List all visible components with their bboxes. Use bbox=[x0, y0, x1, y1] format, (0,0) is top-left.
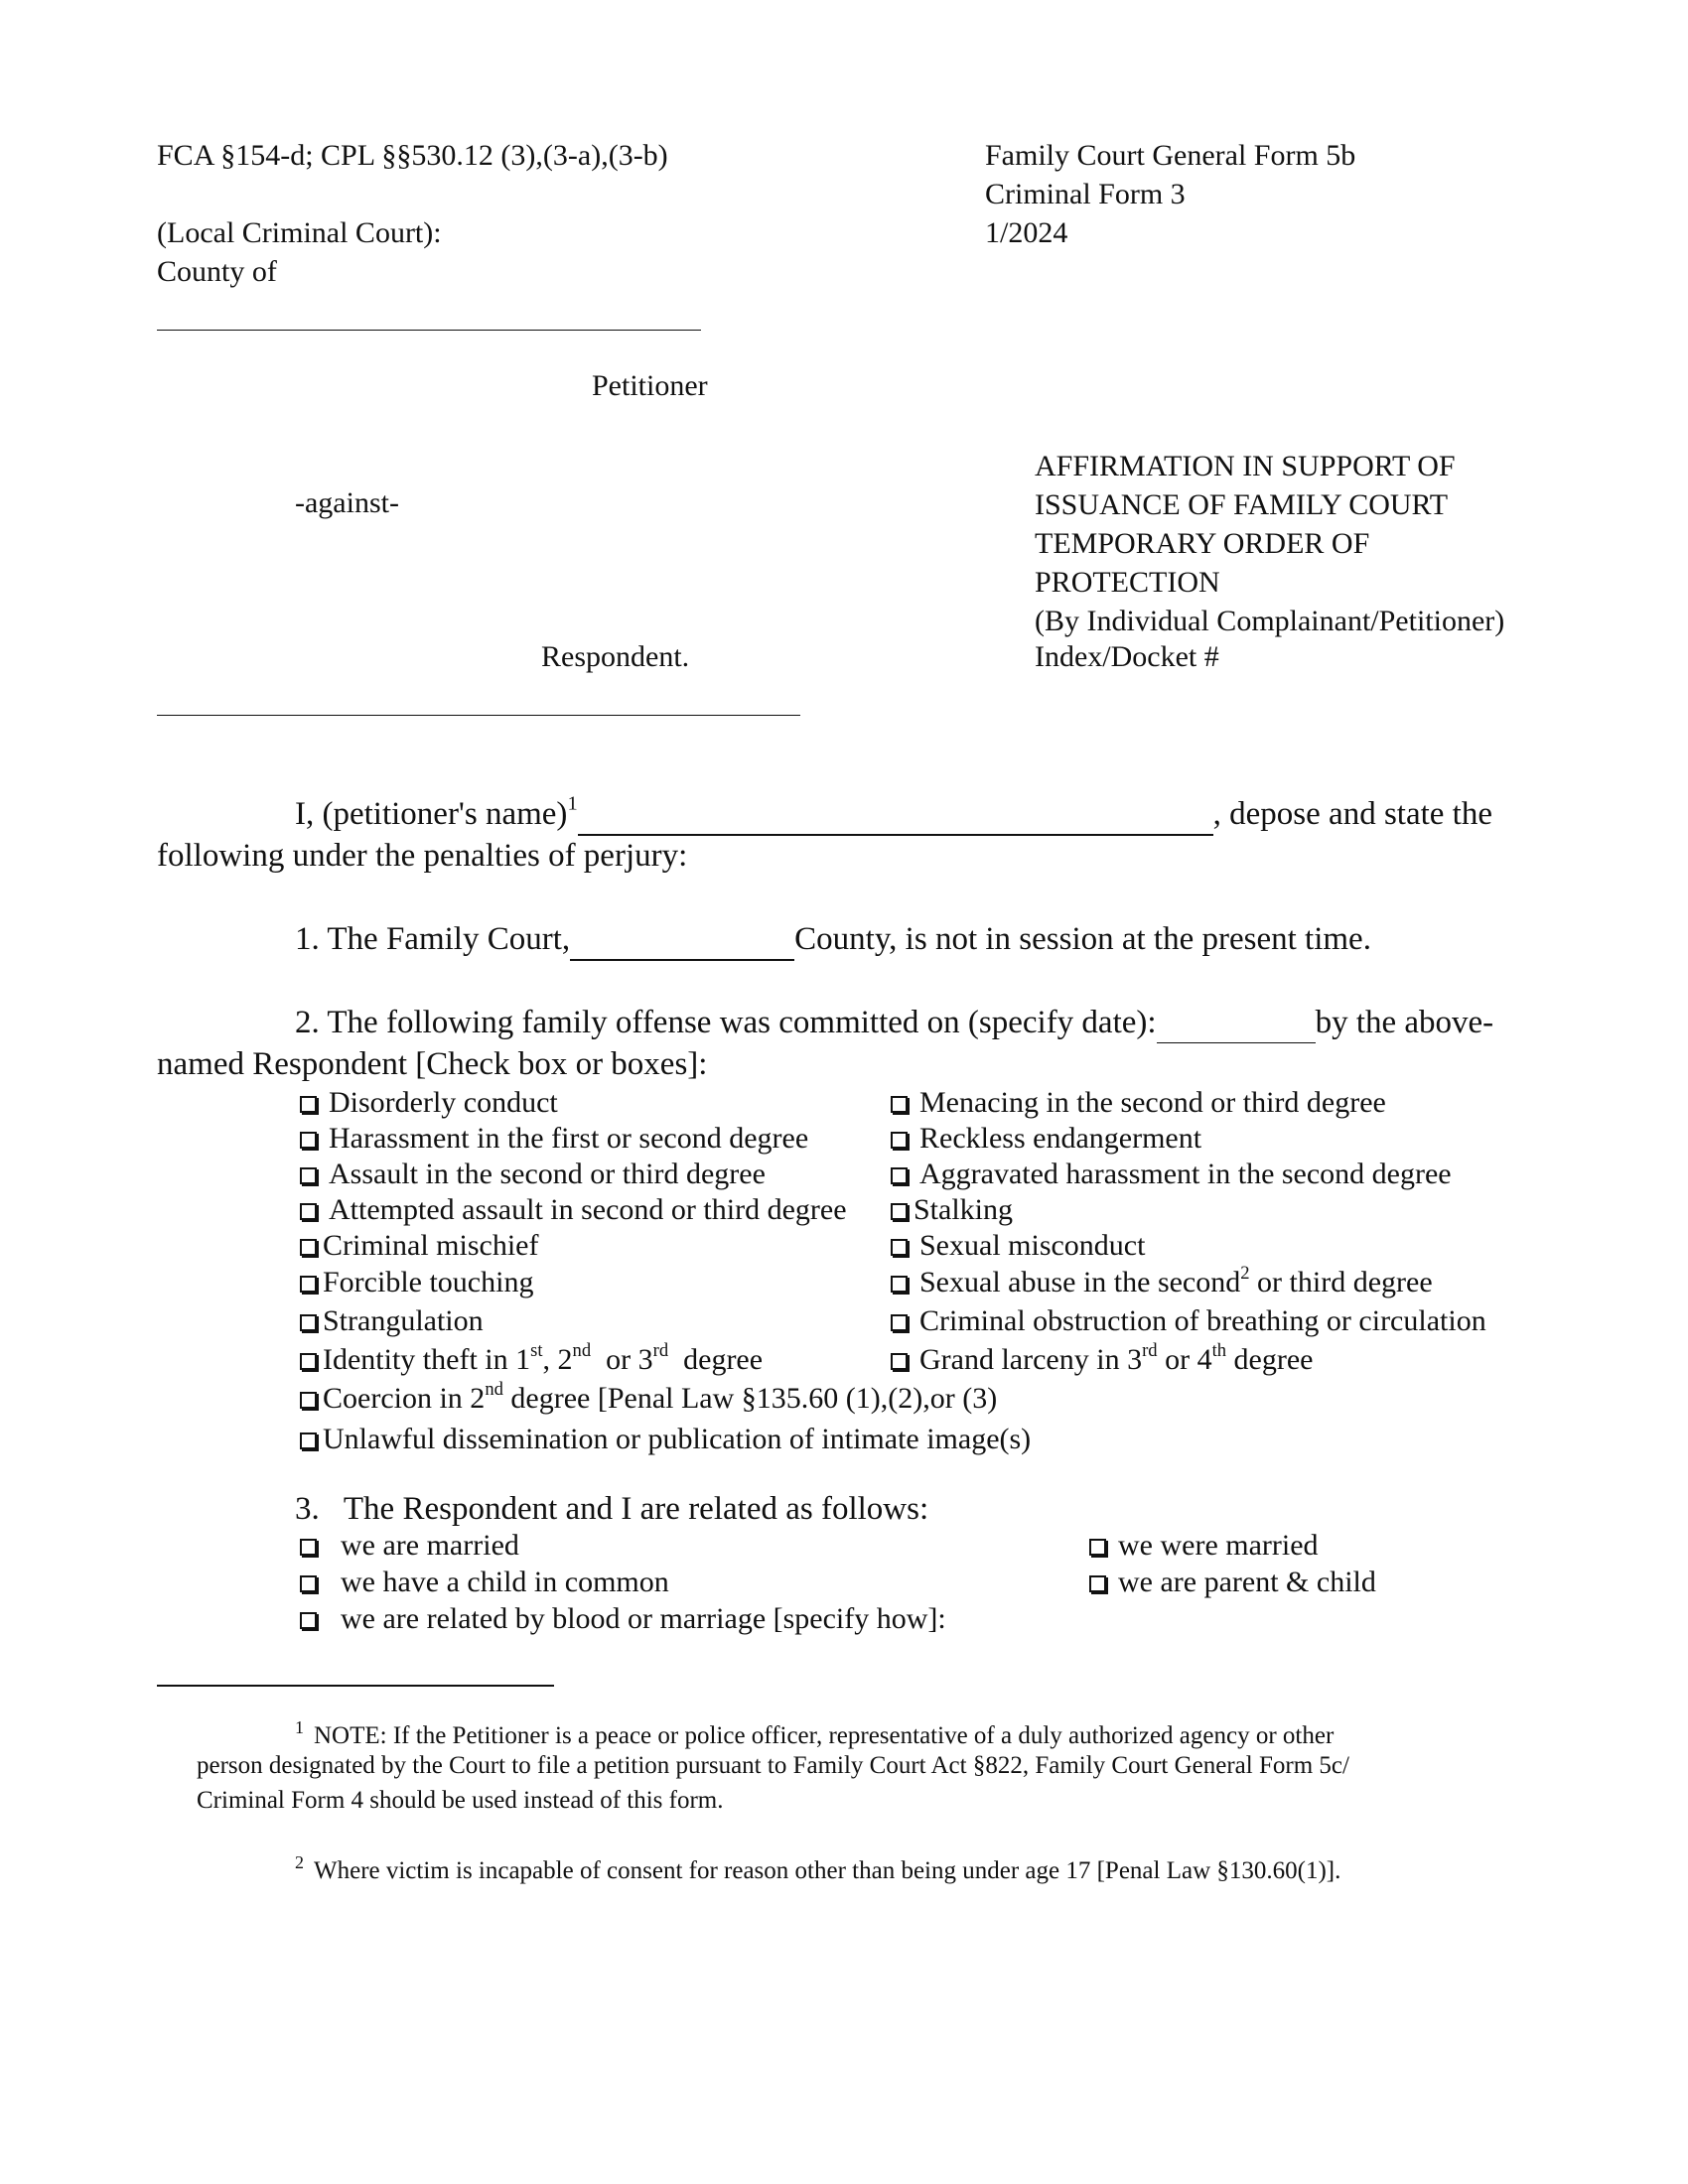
respondent-label: Respondent. bbox=[541, 640, 690, 673]
offense-option-identity-theft[interactable]: Identity theft in 1st, 2nd or 3rd degree bbox=[300, 1343, 763, 1378]
checkbox[interactable] bbox=[300, 1353, 317, 1370]
footnote-2: $^2$ Where victim is incapable of consent for reason other than being under age 17 [Penal Law §130.60(1)]. bbox=[295, 1852, 1341, 1884]
checkbox[interactable] bbox=[1089, 1575, 1106, 1592]
paragraph-3-heading: 3. The Respondent and I are related as follows: bbox=[295, 1491, 929, 1527]
title-line: TEMPORARY ORDER OF bbox=[1035, 527, 1370, 560]
footnote-ref-1: 1 bbox=[567, 792, 578, 815]
offense-option[interactable]: Unlawful dissemination or publication of intimate image(s) bbox=[300, 1423, 1031, 1457]
against-label: -against- bbox=[295, 486, 399, 519]
para1-after: County, is not in session at the present time. bbox=[794, 921, 1371, 957]
petitioner-name-line[interactable] bbox=[157, 330, 701, 331]
checkbox[interactable] bbox=[300, 1433, 317, 1449]
family-court-county-field[interactable] bbox=[570, 921, 794, 961]
para2-after: by the above- bbox=[1315, 1005, 1494, 1040]
title-line: AFFIRMATION IN SUPPORT OF bbox=[1035, 450, 1456, 482]
intro-line bbox=[295, 792, 1492, 836]
offense-option[interactable]: Criminal mischief bbox=[300, 1229, 538, 1264]
checkbox[interactable] bbox=[891, 1314, 908, 1331]
form-date: 1/2024 bbox=[985, 216, 1068, 249]
footnote-1-line-1: $^1$ NOTE: If the Petitioner is a peace or police officer, representative of a duly authorized agency or other bbox=[295, 1717, 1335, 1749]
checkbox[interactable] bbox=[891, 1276, 908, 1293]
relationship-option[interactable]: we are parent & child bbox=[1089, 1566, 1376, 1600]
offense-option-sexual-abuse[interactable]: Sexual abuse in the second$^2$ or third degree bbox=[891, 1266, 1433, 1300]
relationship-option[interactable]: we have a child in common bbox=[300, 1566, 669, 1600]
petitioner-name-field[interactable] bbox=[578, 796, 1213, 836]
checkbox[interactable] bbox=[891, 1132, 908, 1149]
title-line: ISSUANCE OF FAMILY COURT bbox=[1035, 488, 1449, 521]
offense-option[interactable]: Aggravated harassment in the second degree bbox=[891, 1158, 1452, 1192]
checkbox[interactable] bbox=[300, 1167, 317, 1184]
checkbox[interactable] bbox=[1089, 1539, 1106, 1556]
relationship-option[interactable]: we are related by blood or marriage [specify how]: bbox=[300, 1602, 946, 1637]
checkbox[interactable] bbox=[300, 1392, 317, 1409]
checkbox[interactable] bbox=[891, 1203, 908, 1220]
checkbox[interactable] bbox=[300, 1575, 317, 1592]
intro-after-blank: , depose and state the bbox=[1212, 796, 1492, 832]
footnote-1-line-3: Criminal Form 4 should be used instead of this form. bbox=[197, 1787, 724, 1814]
offense-option[interactable]: Forcible touching bbox=[300, 1266, 533, 1300]
checkbox[interactable] bbox=[300, 1096, 317, 1113]
offense-option[interactable]: Strangulation bbox=[300, 1304, 484, 1339]
para2-before: 2. The following family offense was committed on (specify date): bbox=[295, 1005, 1157, 1040]
offense-option[interactable]: Stalking bbox=[891, 1193, 1013, 1228]
offense-option[interactable]: Criminal obstruction of breathing or circulation bbox=[891, 1304, 1486, 1339]
county-line: County of bbox=[157, 255, 277, 288]
checkbox[interactable] bbox=[891, 1239, 908, 1256]
statute-citation: FCA §154-d; CPL §§530.12 (3),(3-a),(3-b) bbox=[157, 139, 668, 172]
intro-line-2: following under the penalties of perjury: bbox=[157, 838, 688, 874]
relationship-option[interactable]: we are married bbox=[300, 1529, 519, 1564]
footnote-1-line-2: person designated by the Court to file a petition pursuant to Family Court Act §822, Family Court General Form 5c/ bbox=[197, 1752, 1349, 1779]
offense-option[interactable]: Attempted assault in second or third degree bbox=[300, 1193, 847, 1228]
checkbox[interactable] bbox=[891, 1353, 908, 1370]
checkbox[interactable] bbox=[891, 1096, 908, 1113]
checkbox[interactable] bbox=[300, 1314, 317, 1331]
paragraph-2 bbox=[295, 1005, 1493, 1043]
intro-lead: I, (petitioner's name) bbox=[295, 796, 568, 832]
document-title bbox=[1035, 447, 1504, 640]
relationship-option[interactable]: we were married bbox=[1089, 1529, 1319, 1564]
respondent-name-line[interactable] bbox=[157, 715, 800, 716]
checkbox[interactable] bbox=[300, 1239, 317, 1256]
footnote-ref-2: 2 bbox=[1240, 1262, 1250, 1284]
paragraph-1 bbox=[295, 921, 1371, 961]
checkbox[interactable] bbox=[891, 1167, 908, 1184]
offense-option[interactable]: Sexual misconduct bbox=[891, 1229, 1145, 1264]
offense-option[interactable]: Menacing in the second or third degree bbox=[891, 1086, 1386, 1121]
court-line: (Local Criminal Court): bbox=[157, 216, 442, 249]
footnote-separator bbox=[157, 1685, 554, 1687]
offense-option-grand-larceny[interactable]: Grand larceny in 3rd or 4th degree bbox=[891, 1343, 1313, 1378]
checkbox[interactable] bbox=[300, 1539, 317, 1556]
petitioner-label: Petitioner bbox=[592, 369, 708, 402]
offense-option-coercion[interactable]: Coercion in 2nd degree [Penal Law §135.60 (1),(2),or (3) bbox=[300, 1382, 997, 1417]
title-line: (By Individual Complainant/Petitioner) bbox=[1035, 605, 1505, 637]
index-docket: Index/Docket # bbox=[1035, 640, 1219, 673]
checkbox[interactable] bbox=[300, 1132, 317, 1149]
title-line: PROTECTION bbox=[1035, 566, 1220, 599]
offense-option[interactable]: Assault in the second or third degree bbox=[300, 1158, 766, 1192]
checkbox[interactable] bbox=[300, 1203, 317, 1220]
criminal-form: Criminal Form 3 bbox=[985, 178, 1186, 210]
checkbox[interactable] bbox=[300, 1276, 317, 1293]
offense-date-field[interactable] bbox=[1157, 1005, 1316, 1043]
form-number: Family Court General Form 5b bbox=[985, 139, 1356, 172]
paragraph-2-line-2: named Respondent [Check box or boxes]: bbox=[157, 1046, 708, 1082]
para1-before: 1. The Family Court, bbox=[295, 921, 571, 957]
offense-option[interactable]: Reckless endangerment bbox=[891, 1122, 1201, 1157]
offense-option[interactable]: Disorderly conduct bbox=[300, 1086, 558, 1121]
offense-option[interactable]: Harassment in the first or second degree bbox=[300, 1122, 808, 1157]
checkbox[interactable] bbox=[300, 1612, 317, 1629]
